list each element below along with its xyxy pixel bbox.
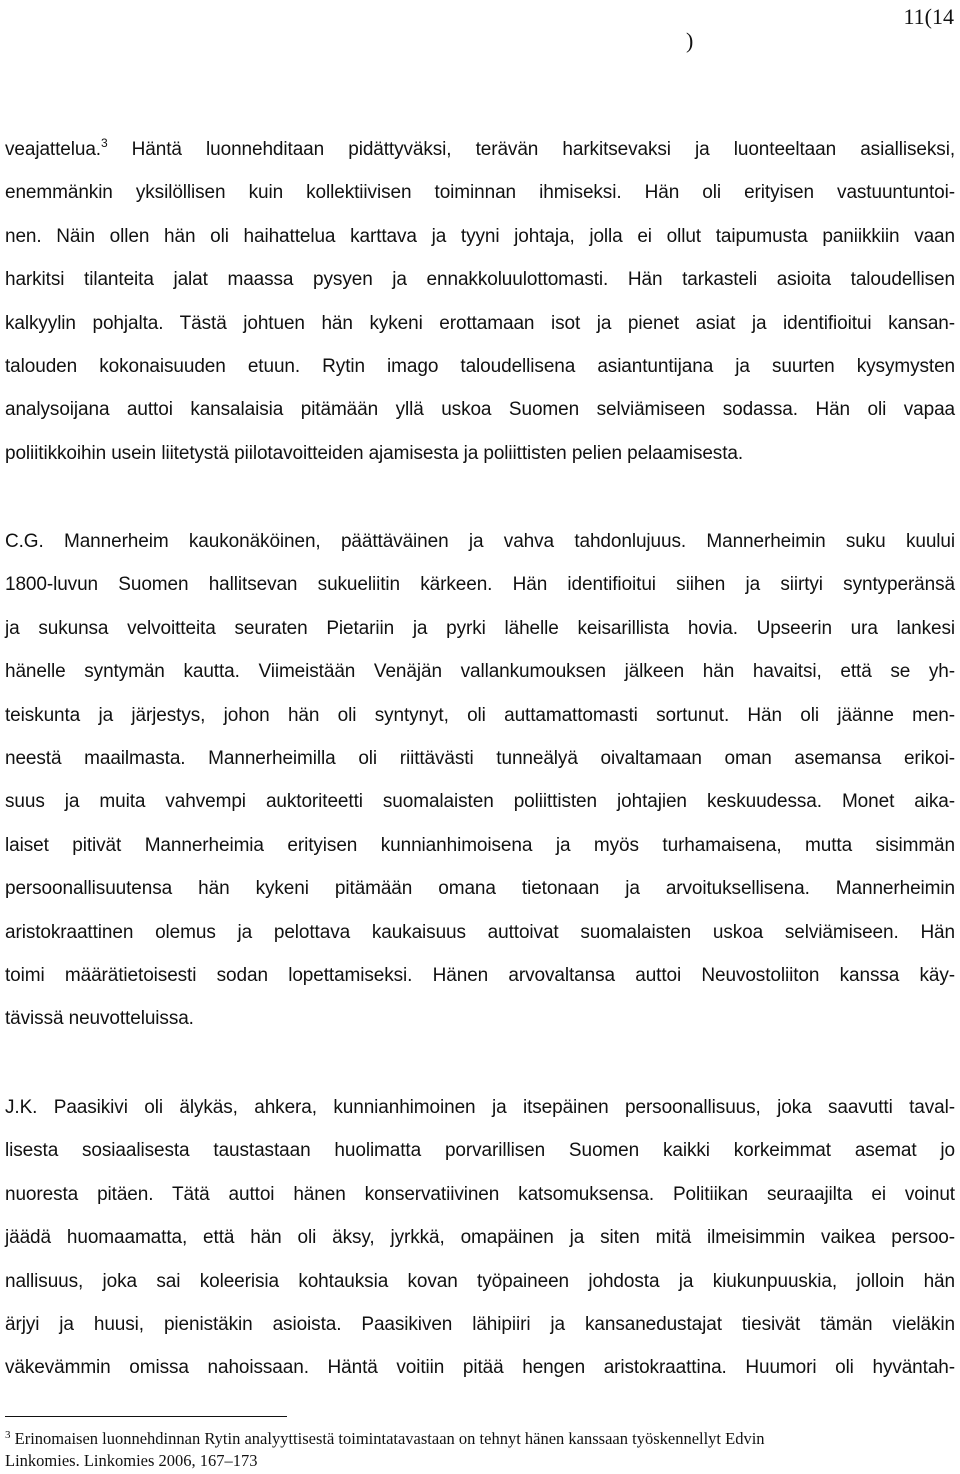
- paragraph-line: kalkyylin pohjalta. Tästä johtuen hän kykeni erottamaan isot ja pienet asiat ja identifioitui kansan-: [5, 312, 955, 334]
- page-number-paren: ): [686, 28, 694, 53]
- footnote-reference[interactable]: 3: [100, 136, 108, 150]
- paragraph-line: J.K. Paasikivi oli älykäs, ahkera, kunnianhimoinen ja itsepäinen persoonallisuus, joka saavutti taval-: [5, 1097, 955, 1118]
- paragraph-line: talouden kokonaisuuden etuun. Rytin imago taloudellisena asiantuntijana ja suurten kysymysten: [5, 356, 955, 378]
- paragraph-line: [5, 128, 955, 171]
- line-text: veajattelua.: [5, 139, 101, 160]
- paragraph-line: jäädä huomaamatta, että hän oli äksy, jyrkkä, omapäinen ja siten mitä ilmeisimmin vaikea persoo-: [5, 1227, 955, 1249]
- line-text: Häntä luonnehditaan pidättyväksi, terävän harkitsevaksi ja luonteeltaan asialliseksi,: [107, 139, 955, 160]
- paragraph-line: C.G. Mannerheim kaukonäköinen, päättäväinen ja vahva tahdonlujuus. Mannerheimin suku kuului: [5, 531, 955, 552]
- footnote-separator: [5, 1416, 287, 1417]
- paragraph-line: aristokraattinen olemus ja pelottava kaukaisuus auttoivat suomalaisten uskoa selviämiseen. Hän: [5, 921, 955, 943]
- paragraph-line: nallisuus, joka sai koleerisia kohtauksia kovan työpaineen johdosta ja kiukunpuuskia, jolloin hän: [5, 1270, 955, 1292]
- paragraph-line: laiset pitivät Mannerheimia erityisen kunnianhimoisena ja myös turhamaisena, mutta sisimmän: [5, 834, 955, 856]
- footnote-marker: 3: [5, 1429, 11, 1441]
- paragraph-line: lisesta sosiaalisesta taustastaan huolimatta porvarillisen Suomen kaikki korkeimmat asemat jo: [5, 1140, 955, 1162]
- paragraph-line: ja sukunsa velvoitteita seuraten Pietariin ja pyrki lähelle keisarillista hovia. Upseerin ura lankesi: [5, 617, 955, 639]
- paragraph-line: nuoresta pitäen. Tätä auttoi hänen konservatiivinen katsomuksensa. Politiikan seuraajilta ei voinut: [5, 1183, 955, 1205]
- paragraph-line: 1800-luvun Suomen hallitsevan sukueliitin kärkeen. Hän identifioitui siihen ja siirtyi syntyperänsä: [5, 574, 955, 596]
- paragraph-line: nen. Näin ollen hän oli haihattelua karttava ja tyyni johtaja, jolla ei ollut taipumusta paniikkiin vaan: [5, 225, 955, 247]
- paragraph-paasikivi: [5, 1086, 955, 1390]
- page-number: 11(14: [903, 4, 954, 29]
- paragraph-line: suus ja muita vahvempi auktoriteetti suomalaisten poliittisten johtajien keskuudessa. Monet aika-: [5, 791, 955, 813]
- paragraph-line: harkitsi tilanteita jalat maassa pysyen ja ennakkoluulottomasti. Hän tarkasteli asioita taloudellisen: [5, 269, 955, 291]
- paragraph-line: persoonallisuutensa hän kykeni pitämään omana tietonaan ja arvoituksellisena. Mannerheimin: [5, 878, 955, 900]
- footnote-text: Erinomaisen luonnehdinnan Rytin analyyttisestä toimintatavastaan on tehnyt hänen kanssaan työskennellyt Edvin: [10, 1429, 765, 1448]
- footnote-line: [5, 1428, 955, 1450]
- paragraph-mannerheim: [5, 520, 955, 1041]
- paragraph-line: tävissä neuvotteluissa.: [5, 1008, 194, 1030]
- footnote: [5, 1428, 955, 1472]
- paragraph-line: analysoijana auttoi kansalaisia pitämään yllä uskoa Suomen selviämiseen sodassa. Hän oli vapaa: [5, 399, 955, 421]
- paragraph-line: poliitikkoihin usein liitetystä piilotavoitteiden ajamisesta ja poliittisten pelien pelaamisesta.: [5, 442, 744, 464]
- paragraph-line: väkevämmin omissa nahoissaan. Häntä voitiin pitää hengen aristokraattina. Huumori oli hyväntah-: [5, 1357, 955, 1379]
- paragraph-line: enemmänkin yksilöllisen kuin kollektiivisen toiminnan ihmiseksi. Hän oli erityisen vastuuntuntoi-: [5, 182, 955, 204]
- paragraph-line: teiskunta ja järjestys, johon hän oli syntynyt, oli auttamattomasti sortunut. Hän oli jäänne men-: [5, 704, 955, 726]
- paragraph-line: neestä maailmasta. Mannerheimilla oli riittävästi tunneälyä oivaltamaan oman asemansa erikoi-: [5, 748, 955, 770]
- paragraph-ryti: [5, 128, 955, 475]
- paragraph-line: hänelle syntymän kautta. Viimeistään Venäjän vallankumouksen jälkeen hän havaitsi, että se yh-: [5, 661, 955, 683]
- paragraph-line: toimi määrätietoisesti sodan lopettamiseksi. Hänen arvovaltansa auttoi Neuvostoliiton kanssa käy-: [5, 965, 955, 987]
- paragraph-line: ärjyi ja huusi, pienistäkin asioista. Paasikiven lähipiiri ja kansanedustajat tiesivät tämän vieläkin: [5, 1314, 955, 1336]
- footnote-line: Linkomies. Linkomies 2006, 167–173: [5, 1451, 258, 1470]
